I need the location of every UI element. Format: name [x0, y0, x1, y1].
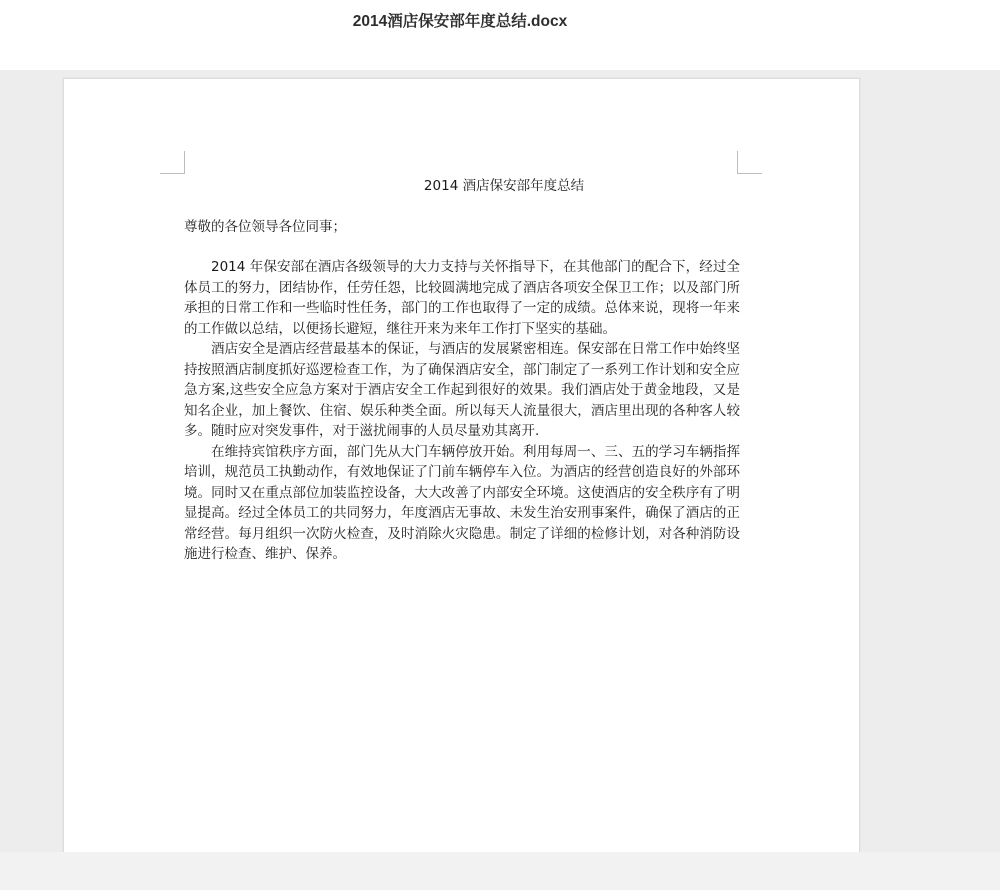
- margin-marker-top-left: [160, 151, 185, 174]
- document-heading: 2014 酒店保安部年度总结: [423, 178, 585, 194]
- title-bar: [0, 0, 1000, 70]
- paragraph: 在维持宾馆秩序方面，部门先从大门车辆停放开始。利用每周一、三、五的学习车辆指挥培训，规范员工执勤动作，有效地保证了门前车辆停车入位。为酒店的经营创造良好的外部环境。同时又在重点部位加装监控设备，大大改善了内部安全环境。这使酒店的安全秩序有了明显提高。经过全体员工的共同努力，年度酒店无事故、未发生治安刑事案件，确保了酒店的正常经营。每月组织一次防火检查，及时消除火灾隐患。制定了详细的检修计划，对各种消防设施进行检查、维护、保养。: [184, 443, 740, 562]
- page-content: [184, 176, 740, 565]
- document-viewer[interactable]: [0, 70, 1000, 852]
- bottom-bar: [0, 852, 1000, 890]
- paragraph: 酒店安全是酒店经营最基本的保证，与酒店的发展紧密相连。保安部在日常工作中始终坚持按照酒店制度抓好巡逻检查工作，为了确保酒店安全，部门制定了一系列工作计划和安全应急方案,这些安全应急方案对于酒店安全工作起到很好的效果。我们酒店处于黄金地段，又是知名企业，加上餐饮、住宿、娱乐种类全面。所以每天人流量很大，酒店里出现的各种客人较多。随时应对突发事件，对于滋扰闹事的人员尽量劝其离开.: [184, 341, 740, 439]
- paragraph: 2014 年保安部在酒店各级领导的大力支持与关怀指导下，在其他部门的配合下，经过全体员工的努力，团结协作，任劳任怨，比较圆满地完成了酒店各项安全保卫工作；以及部门所承担的日常工作和一些临时性任务，部门的工作也取得了一定的成绩。总体来说，现将一年来的工作做以总结，以便扬长避短，继往开来为来年工作打下坚实的基础。: [184, 259, 740, 337]
- margin-marker-top-right: [737, 151, 762, 174]
- salutation: 尊敬的各位领导各位同事；: [184, 218, 346, 235]
- document-title: 2014酒店保安部年度总结.docx: [352, 13, 568, 30]
- document-page: [63, 78, 860, 870]
